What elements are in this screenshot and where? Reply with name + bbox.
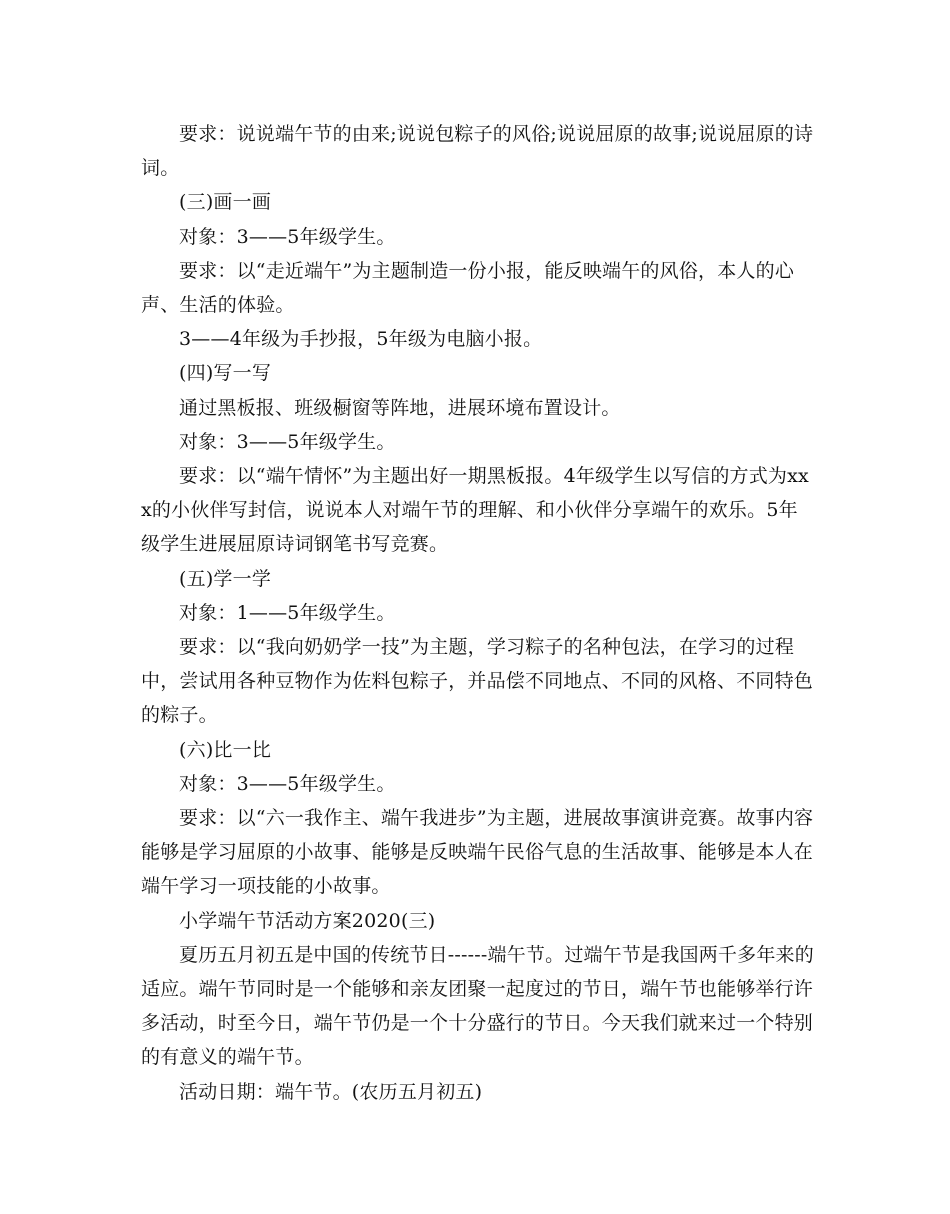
document-body (141, 117, 816, 1109)
paragraph-introduction: 夏历五月初五是中国的传统节日------端午节。过端午节是我国两千多年来的适应。端午节同时是一个能够和亲友团聚一起度过的节日，端午节也能够举行许多活动，时至今日，端午节仍是一个十分盛行的节日。今天我们就来过一个特别的有意义的端午节。 (141, 943, 814, 1069)
paragraph-target-1-5: 对象：1——5年级学生。 (179, 601, 396, 624)
paragraph-requirement-speech: 要求：以“六一我作主、端午我进步”为主题，进展故事演讲竞赛。故事内容能够是学习屈原的小故事、能够是反映端午民俗气息的生活故事、能够是本人在端午学习一项技能的小故事。 (141, 807, 814, 898)
paragraph-requirement-blackboard: 要求：以“端午情怀”为主题出好一期黑板报。4年级学生以写信的方式为xxx的小伙伴写封信，说说本人对端午节的理解、和小伙伴分享端午的欢乐。5年级学生进展屈原诗词钢笔书写竞赛。 (141, 465, 809, 556)
paragraph-blackboard-layout: 通过黑板报、班级橱窗等阵地，进展环境布置设计。 (179, 396, 621, 419)
paragraph-requirement-newspaper: 要求：以“走近端午”为主题制造一份小报，能反映端午的风俗，本人的心声、生活的体验。 (141, 259, 795, 317)
paragraph-requirement-story: 要求：说说端午节的由来;说说包粽子的风俗;说说屈原的故事;说说屈原的诗词。 (141, 123, 814, 180)
paragraph-requirement-zongzi: 要求：以“我向奶奶学一技”为主题，学习粽子的名种包法，在学习的过程中，尝试用各种豆物作为佐料包粽子，并品偿不同地点、不同的风格、不同特色的粽子。 (141, 636, 814, 727)
paragraph-activity-date: 活动日期：端午节。(农历五月初五) (179, 1080, 483, 1103)
paragraph-target-3-5: 对象：3——5年级学生。 (179, 430, 396, 453)
paragraph-target-3-5: 对象：3——5年级学生。 (179, 772, 396, 795)
paragraph-target-3-5: 对象：3——5年级学生。 (179, 225, 396, 248)
section-heading-write: (四)写一写 (179, 362, 272, 385)
section-heading-compete: (六)比一比 (179, 738, 272, 761)
section-heading-learn: (五)学一学 (179, 567, 272, 590)
paragraph-newspaper-format: 3——4年级为手抄报，5年级为电脑小报。 (179, 328, 543, 351)
section-title-plan-three: 小学端午节活动方案2020(三) (179, 909, 436, 932)
section-heading-draw: (三)画一画 (179, 191, 272, 214)
